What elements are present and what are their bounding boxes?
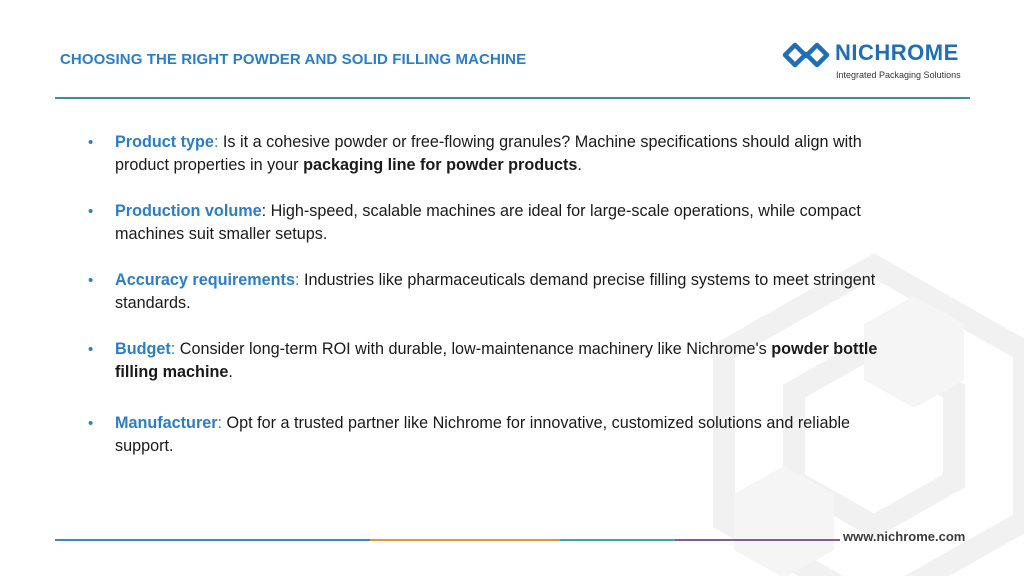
bullet-product-type bbox=[88, 131, 878, 177]
footer-rule-orange bbox=[370, 539, 560, 541]
nichrome-wave-logo-icon bbox=[782, 42, 830, 68]
page-title: CHOOSING THE RIGHT POWDER AND SOLID FILLING MACHINE bbox=[60, 51, 527, 68]
bullet-label: Budget bbox=[115, 340, 171, 358]
bullet-dot: • bbox=[88, 341, 94, 358]
bullet-colon: : bbox=[294, 271, 300, 289]
bullet-list bbox=[88, 131, 878, 458]
bullet-label: Accuracy requirements bbox=[115, 271, 295, 289]
bullet-dot: • bbox=[88, 203, 94, 220]
bullet-budget bbox=[88, 338, 878, 384]
bullet-label: Production volume bbox=[115, 202, 262, 220]
bullet-strong-text: packaging line for powder products bbox=[303, 156, 578, 174]
logo-tagline: Integrated Packaging Solutions bbox=[836, 70, 961, 80]
logo-brand-text: NICHROME bbox=[835, 40, 959, 65]
bullet-label: Product type bbox=[115, 133, 214, 151]
bullet-tail: . bbox=[228, 363, 233, 381]
bullet-dot: • bbox=[88, 272, 94, 289]
bullet-production-volume bbox=[88, 200, 878, 246]
footer-rule-teal bbox=[560, 539, 675, 541]
bullet-strong-text: powder bottle filling machine bbox=[115, 340, 878, 381]
nichrome-logo bbox=[782, 40, 972, 84]
bullet-manufacturer bbox=[88, 412, 878, 458]
bullet-colon: : bbox=[170, 340, 176, 358]
website-url: www.nichrome.com bbox=[843, 529, 966, 544]
bullet-colon: : bbox=[261, 202, 267, 220]
bullet-accuracy-requirements bbox=[88, 269, 878, 315]
footer-rule-blue bbox=[55, 539, 370, 541]
bullet-text: High-speed, scalable machines are ideal for large-scale operations, while compact machines suit smaller setups. bbox=[115, 202, 861, 243]
bullet-dot: • bbox=[88, 415, 94, 432]
bullet-label: Manufacturer bbox=[115, 414, 218, 432]
header-divider bbox=[55, 97, 970, 99]
bullet-dot: • bbox=[88, 134, 94, 151]
bullet-text: Opt for a trusted partner like Nichrome for innovative, customized solutions and reliable support. bbox=[115, 414, 851, 455]
bullet-text: Consider long-term ROI with durable, low-maintenance machinery like Nichrome's bbox=[175, 340, 772, 358]
bullet-text: Industries like pharmaceuticals demand precise filling systems to meet stringent standards. bbox=[115, 271, 876, 312]
bullet-text: Is it a cohesive powder or free-flowing granules? Machine specifications should align with product properties in your bbox=[115, 133, 862, 174]
bullet-colon: : bbox=[217, 414, 223, 432]
bullet-tail: . bbox=[577, 156, 582, 174]
footer-rule-purple bbox=[675, 539, 840, 541]
bullet-colon: : bbox=[213, 133, 219, 151]
